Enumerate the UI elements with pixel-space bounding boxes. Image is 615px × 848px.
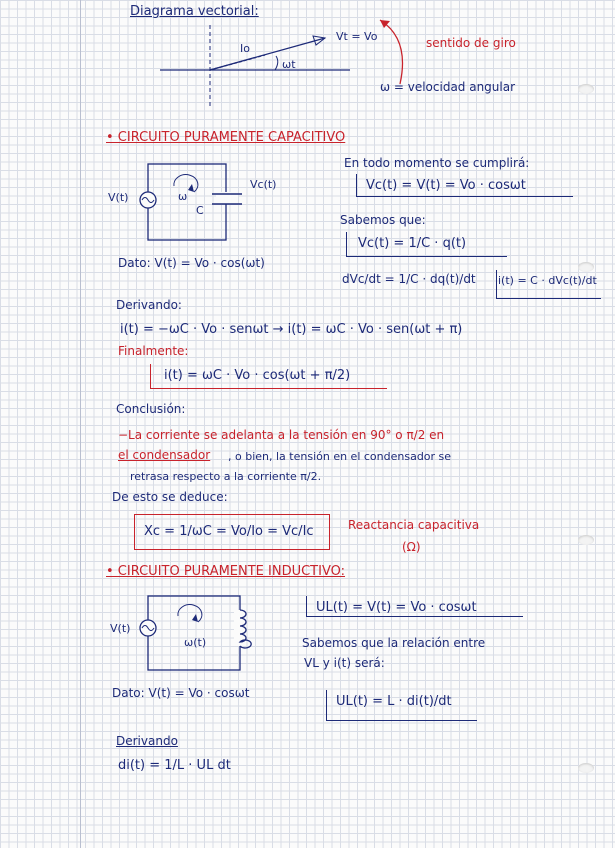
cap-omega-label: ω — [178, 190, 188, 203]
cap-ohm: (Ω) — [402, 540, 421, 554]
vector-diagram-title: Diagrama vectorial: — [130, 4, 259, 19]
ind-eq2: UL(t) = L · di(t)/dt — [336, 694, 452, 709]
rotation-label: sentido de giro — [426, 36, 516, 50]
cap-reactance: Reactancia capacitiva — [348, 518, 480, 532]
punch-hole — [578, 763, 594, 773]
cap-c-label: C — [196, 204, 204, 217]
cap-deriving: Derivando: — [116, 298, 182, 312]
capacitive-circuit — [108, 162, 258, 248]
margin-line — [80, 0, 81, 848]
cap-conclusion: Conclusión: — [116, 402, 186, 416]
label-wt: ωt — [282, 58, 296, 71]
ind-source-label: V(t) — [110, 622, 131, 635]
omega-definition: ω = velocidad angular — [380, 80, 516, 94]
capacitive-heading: • CIRCUITO PURAMENTE CAPACITIVO — [106, 130, 346, 145]
ind-deriving: Derivando — [116, 734, 178, 748]
inductive-circuit — [108, 594, 258, 678]
cap-concl2: el condensador — [118, 448, 211, 462]
cap-eq1: Vc(t) = V(t) = Vo · cosωt — [366, 178, 526, 193]
cap-eq4: i(t) = C · dVc(t)/dt — [498, 274, 597, 287]
label-io: Io — [240, 42, 250, 55]
punch-hole — [578, 535, 594, 545]
ind-know2: VL y i(t) será: — [304, 656, 385, 670]
cap-always: En todo momento se cumplirá: — [344, 156, 530, 170]
cap-eq6: i(t) = ωC · Vo · cos(ωt + π/2) — [164, 368, 351, 383]
cap-deduce: De esto se deduce: — [112, 490, 228, 504]
rotation-arrow — [372, 14, 412, 89]
cap-eq7: Xc = 1/ωC = Vo/Io = Vc/Ic — [144, 524, 314, 539]
cap-finally: Finalmente: — [118, 344, 189, 358]
punch-hole — [578, 84, 594, 94]
ind-dato: Dato: V(t) = Vo · cosωt — [112, 686, 250, 700]
cap-source-label: V(t) — [108, 191, 129, 204]
ind-omega-label: ω(t) — [184, 636, 207, 649]
cap-vc-label: Vc(t) — [250, 178, 277, 191]
label-vt: Vt = Vo — [336, 30, 378, 43]
cap-eq5: i(t) = −ωC · Vo · senωt → i(t) = ωC · Vo · sen(ωt + π) — [120, 322, 463, 337]
cap-dato: Dato: V(t) = Vo · cos(ωt) — [118, 256, 265, 270]
ind-eq1: UL(t) = V(t) = Vo · cosωt — [316, 600, 477, 615]
cap-eq2: Vc(t) = 1/C · q(t) — [358, 236, 467, 251]
inductive-heading: • CIRCUITO PURAMENTE INDUCTIVO: — [106, 564, 346, 579]
ind-know: Sabemos que la relación entre — [302, 636, 486, 650]
ind-eq3: di(t) = 1/L · UL dt — [118, 758, 231, 773]
cap-concl1: −La corriente se adelanta a la tensión en 90° o π/2 en — [118, 428, 445, 442]
cap-concl3: retrasa respecto a la corriente π/2. — [130, 470, 322, 483]
cap-concl2b: , o bien, la tensión en el condensador se — [228, 450, 452, 463]
cap-know: Sabemos que: — [340, 213, 426, 227]
cap-eq3: dVc/dt = 1/C · dq(t)/dt — [342, 272, 476, 286]
